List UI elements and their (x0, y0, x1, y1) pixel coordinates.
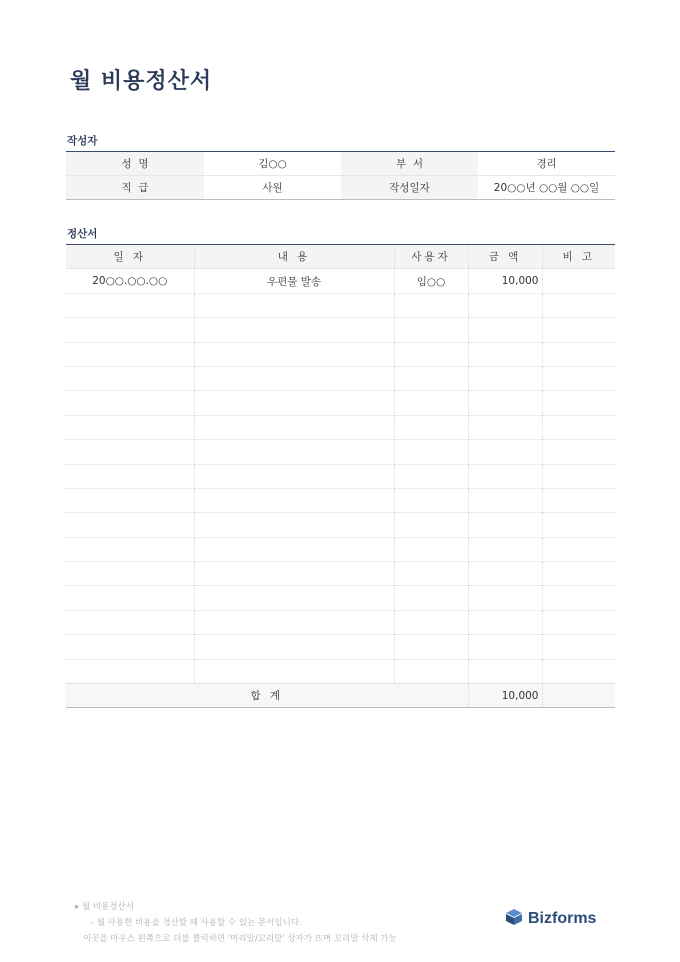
row-note[interactable] (542, 464, 615, 488)
footer-note (75, 899, 397, 947)
row-amount[interactable] (468, 513, 542, 537)
author-row-1 (66, 152, 615, 176)
row-date[interactable] (66, 635, 194, 659)
row-content[interactable] (194, 586, 394, 610)
footer-line-2: - 월 사용한 비용을 정산할 때 사용할 수 있는 문서입니다. (91, 918, 302, 928)
row-note[interactable] (542, 635, 615, 659)
statement-header-row (66, 245, 615, 269)
statement-row (66, 659, 615, 683)
total-note (542, 684, 615, 708)
row-content[interactable] (194, 513, 394, 537)
row-amount[interactable] (468, 415, 542, 439)
statement-row (66, 464, 615, 488)
rank-value[interactable]: 사원 (204, 176, 341, 200)
row-user[interactable] (394, 415, 468, 439)
row-content[interactable] (194, 464, 394, 488)
row-user[interactable] (394, 610, 468, 634)
row-user[interactable] (394, 537, 468, 561)
bizforms-logo-text: Bizforms (528, 910, 597, 927)
row-note[interactable] (542, 537, 615, 561)
statement-row (66, 586, 615, 610)
row-user[interactable] (394, 513, 468, 537)
page-title: 월 비용정산서 (70, 69, 213, 94)
row-date[interactable] (66, 659, 194, 683)
statement-row (66, 610, 615, 634)
row-user[interactable]: 임○○ (394, 269, 468, 293)
row-content[interactable] (194, 391, 394, 415)
row-user[interactable] (394, 318, 468, 342)
row-content[interactable] (194, 659, 394, 683)
statement-row (66, 513, 615, 537)
row-amount[interactable]: 10,000 (468, 269, 542, 293)
row-date[interactable] (66, 366, 194, 390)
row-note[interactable] (542, 269, 615, 293)
row-content[interactable] (194, 366, 394, 390)
row-content[interactable] (194, 610, 394, 634)
row-note[interactable] (542, 318, 615, 342)
row-date[interactable] (66, 440, 194, 464)
row-content[interactable] (194, 440, 394, 464)
bizforms-logo (505, 908, 596, 930)
row-amount[interactable] (468, 610, 542, 634)
row-content[interactable] (194, 562, 394, 586)
name-label: 성 명 (66, 152, 204, 176)
row-note[interactable] (542, 366, 615, 390)
statement-row (66, 269, 615, 293)
header-amount: 금 액 (468, 245, 542, 269)
statement-row (66, 440, 615, 464)
date-label: 작성일자 (341, 176, 478, 200)
row-amount[interactable] (468, 488, 542, 512)
row-user[interactable] (394, 293, 468, 317)
row-note[interactable] (542, 562, 615, 586)
row-amount[interactable] (468, 293, 542, 317)
row-note[interactable] (542, 586, 615, 610)
header-note: 비 고 (542, 245, 615, 269)
statement-row (66, 342, 615, 366)
statement-row (66, 488, 615, 512)
statement-section-label: 정산서 (67, 228, 98, 240)
row-amount[interactable] (468, 318, 542, 342)
row-user[interactable] (394, 586, 468, 610)
header-user: 사용자 (394, 245, 468, 269)
statement-total-row (66, 684, 615, 708)
statement-row (66, 562, 615, 586)
author-row-2 (66, 176, 615, 200)
statement-row (66, 318, 615, 342)
row-amount[interactable] (468, 562, 542, 586)
author-section-label: 작성자 (67, 135, 98, 147)
row-date[interactable] (66, 342, 194, 366)
row-note[interactable] (542, 342, 615, 366)
row-date[interactable] (66, 513, 194, 537)
row-content[interactable] (194, 415, 394, 439)
row-amount[interactable] (468, 342, 542, 366)
header-date: 일 자 (66, 245, 194, 269)
row-date[interactable] (66, 415, 194, 439)
row-content[interactable]: 우편물 발송 (194, 269, 394, 293)
row-user[interactable] (394, 440, 468, 464)
row-note[interactable] (542, 415, 615, 439)
row-amount[interactable] (468, 464, 542, 488)
row-amount[interactable] (468, 537, 542, 561)
row-note[interactable] (542, 391, 615, 415)
row-date[interactable] (66, 464, 194, 488)
row-amount[interactable] (468, 635, 542, 659)
row-date[interactable] (66, 391, 194, 415)
statement-row (66, 415, 615, 439)
date-value[interactable]: 20○○년 ○○월 ○○일 (478, 176, 615, 200)
row-amount[interactable] (468, 391, 542, 415)
row-amount[interactable] (468, 659, 542, 683)
total-value: 10,000 (468, 684, 542, 708)
statement-row (66, 366, 615, 390)
row-user[interactable] (394, 464, 468, 488)
row-user[interactable] (394, 562, 468, 586)
row-note[interactable] (542, 440, 615, 464)
row-date[interactable] (66, 318, 194, 342)
row-amount[interactable] (468, 366, 542, 390)
row-date[interactable] (66, 562, 194, 586)
row-content[interactable] (194, 537, 394, 561)
row-user[interactable] (394, 488, 468, 512)
author-table (66, 151, 615, 200)
row-date[interactable] (66, 537, 194, 561)
dept-label: 부 서 (341, 152, 478, 176)
footer-line-1: ▸ 월 비용정산서 (75, 902, 134, 912)
statement-row (66, 635, 615, 659)
row-content[interactable] (194, 488, 394, 512)
statement-row (66, 293, 615, 317)
statement-row (66, 391, 615, 415)
bizforms-logo-icon (505, 908, 523, 930)
dept-value[interactable]: 경리 (536, 158, 557, 170)
statement-table (66, 244, 615, 708)
row-note[interactable] (542, 293, 615, 317)
row-user[interactable] (394, 635, 468, 659)
footer-line-3: 이곳을 마우스 왼쪽으로 더블 클릭하면 '머리말/꼬리말' 상자가 뜨며 꼬리말 삭제 가능 (83, 934, 397, 944)
row-user[interactable] (394, 659, 468, 683)
row-user[interactable] (394, 342, 468, 366)
row-note[interactable] (542, 610, 615, 634)
row-note[interactable] (542, 513, 615, 537)
row-user[interactable] (394, 366, 468, 390)
header-content: 내 용 (194, 245, 394, 269)
statement-row (66, 537, 615, 561)
rank-label: 직 급 (66, 176, 204, 200)
row-content[interactable] (194, 342, 394, 366)
row-content[interactable] (194, 318, 394, 342)
row-amount[interactable] (468, 586, 542, 610)
row-date[interactable] (66, 586, 194, 610)
row-date[interactable] (66, 488, 194, 512)
row-content[interactable] (194, 635, 394, 659)
row-amount[interactable] (468, 440, 542, 464)
row-user[interactable] (394, 391, 468, 415)
row-date[interactable] (66, 293, 194, 317)
row-date[interactable]: 20○○.○○.○○ (66, 269, 194, 293)
row-note[interactable] (542, 488, 615, 512)
row-note[interactable] (542, 659, 615, 683)
total-label: 합 계 (66, 684, 468, 708)
row-date[interactable] (66, 610, 194, 634)
row-content[interactable] (194, 293, 394, 317)
name-value[interactable]: 김○○ (258, 158, 287, 170)
